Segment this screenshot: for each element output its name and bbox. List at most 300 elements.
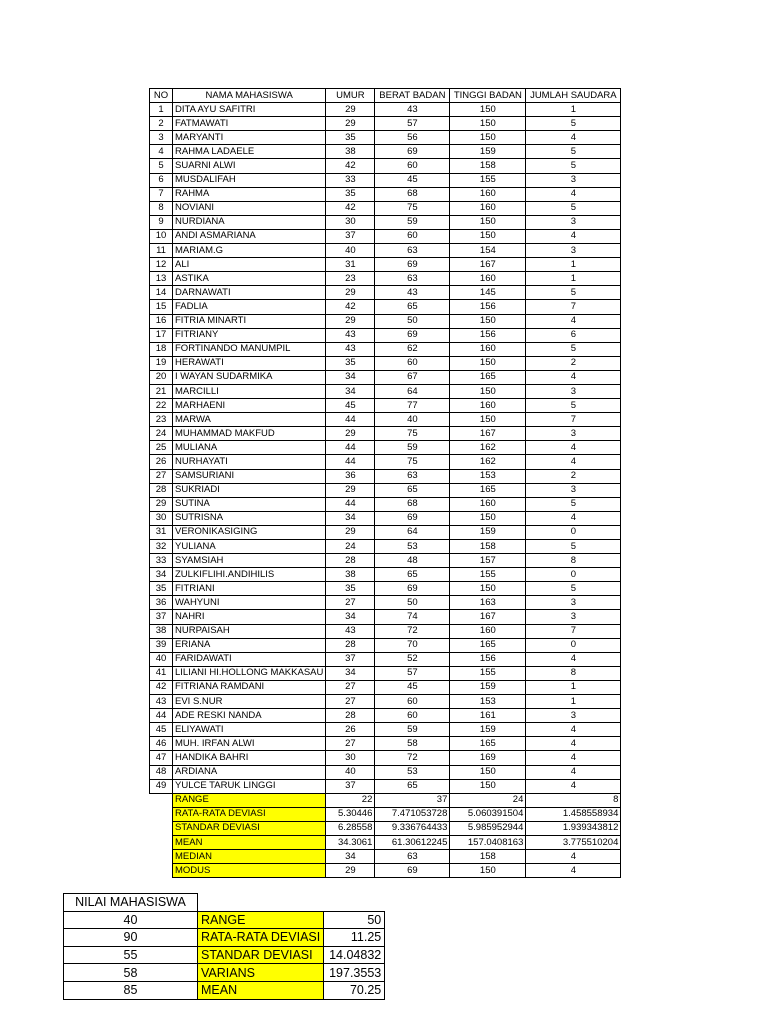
table-cell: 5: [526, 117, 621, 131]
table-row: [150, 300, 621, 314]
table-cell: 60: [375, 159, 450, 173]
table-cell: 150: [450, 117, 526, 131]
table-cell: 59: [375, 215, 450, 229]
table-cell: 4: [526, 737, 621, 751]
table-cell: 29: [326, 103, 375, 117]
table-cell: 159: [450, 525, 526, 539]
table-cell: 70: [375, 638, 450, 652]
stat-value: 5.060391504: [450, 807, 526, 821]
table-cell: 65: [375, 779, 450, 793]
nilai-value: 58: [64, 964, 198, 982]
table-row: [150, 540, 621, 554]
blank-cell: [324, 894, 385, 912]
blank-cell: [150, 821, 173, 835]
table-cell: 58: [375, 737, 450, 751]
table-cell: 5: [526, 201, 621, 215]
table-cell: 11: [150, 244, 173, 258]
stat-label: RATA-RATA DEVIASI: [173, 807, 326, 821]
table-cell: FATMAWATI: [173, 117, 326, 131]
table-cell: 155: [450, 568, 526, 582]
nilai-value: 85: [64, 981, 198, 999]
table-cell: 67: [375, 370, 450, 384]
table-row: [150, 652, 621, 666]
table-cell: 29: [150, 497, 173, 511]
table-cell: 69: [375, 582, 450, 596]
table-cell: 44: [150, 709, 173, 723]
table-cell: 4: [526, 314, 621, 328]
table-cell: 5: [150, 159, 173, 173]
table-cell: 150: [450, 314, 526, 328]
table-cell: 24: [326, 540, 375, 554]
table-cell: NAHRI: [173, 610, 326, 624]
stat-value: 8: [526, 793, 621, 807]
table-cell: 150: [450, 215, 526, 229]
stat-label: VARIANS: [198, 964, 324, 982]
table-row: [150, 131, 621, 145]
table-cell: 4: [150, 145, 173, 159]
stat-value: 69: [375, 864, 450, 878]
table-cell: 5: [526, 497, 621, 511]
table-cell: 4: [526, 229, 621, 243]
table-cell: 7: [150, 187, 173, 201]
table-cell: 31: [326, 258, 375, 272]
table-cell: 155: [450, 666, 526, 680]
table-cell: VERONIKASIGING: [173, 525, 326, 539]
table-row: [150, 399, 621, 413]
nilai-row: [64, 946, 385, 964]
table-row: [150, 695, 621, 709]
table-cell: 44: [326, 455, 375, 469]
table-cell: 30: [326, 215, 375, 229]
table-cell: 60: [375, 695, 450, 709]
table-cell: 28: [326, 638, 375, 652]
table-cell: 27: [326, 737, 375, 751]
blank-cell: [150, 835, 173, 849]
table-cell: 4: [526, 455, 621, 469]
table-cell: 150: [450, 103, 526, 117]
table-cell: 4: [526, 131, 621, 145]
table-cell: 65: [375, 300, 450, 314]
table-row: [150, 751, 621, 765]
table-cell: MARYANTI: [173, 131, 326, 145]
table-cell: 35: [326, 131, 375, 145]
table-cell: 154: [450, 244, 526, 258]
table-cell: 50: [375, 314, 450, 328]
table-cell: 3: [526, 384, 621, 398]
table-cell: 37: [150, 610, 173, 624]
table-cell: FITRIANA RAMDANI: [173, 680, 326, 694]
table-cell: 24: [150, 427, 173, 441]
table-cell: 44: [326, 441, 375, 455]
stat-value: 9.336764433: [375, 821, 450, 835]
table-row: [150, 568, 621, 582]
table-cell: MARCILLI: [173, 384, 326, 398]
table-cell: 48: [375, 554, 450, 568]
table-cell: 57: [375, 666, 450, 680]
nilai-row: [64, 929, 385, 947]
table-cell: 33: [150, 554, 173, 568]
table-cell: 158: [450, 540, 526, 554]
table-cell: 31: [150, 525, 173, 539]
table-cell: 150: [450, 779, 526, 793]
table-cell: ERIANA: [173, 638, 326, 652]
table-cell: ADE RESKI NANDA: [173, 709, 326, 723]
table-cell: MUSDALIFAH: [173, 173, 326, 187]
table-cell: MUHAMMAD MAKFUD: [173, 427, 326, 441]
table-cell: 1: [526, 103, 621, 117]
table-cell: 34: [326, 610, 375, 624]
table-cell: 150: [450, 384, 526, 398]
table-cell: 40: [326, 765, 375, 779]
table-cell: 42: [326, 159, 375, 173]
table-cell: 12: [150, 258, 173, 272]
table-cell: 3: [526, 610, 621, 624]
table-row: [150, 201, 621, 215]
table-cell: 37: [326, 229, 375, 243]
stat-label: MODUS: [173, 864, 326, 878]
table-cell: 53: [375, 540, 450, 554]
table-cell: 63: [375, 272, 450, 286]
stat-value: 1.458558934: [526, 807, 621, 821]
table-row: [150, 666, 621, 680]
table-row: [150, 469, 621, 483]
table-row: [150, 554, 621, 568]
table-cell: 4: [526, 652, 621, 666]
table-cell: 64: [375, 525, 450, 539]
stat-label: MEDIAN: [173, 850, 326, 864]
table-cell: 167: [450, 258, 526, 272]
table-cell: 37: [326, 779, 375, 793]
table-cell: 34: [150, 568, 173, 582]
table-cell: 160: [450, 624, 526, 638]
stat-label: MEAN: [173, 835, 326, 849]
table-row: [150, 709, 621, 723]
table-cell: MARHAENI: [173, 399, 326, 413]
table-cell: 1: [526, 272, 621, 286]
stat-label: RATA-RATA DEVIASI: [198, 929, 324, 947]
table-row: [150, 229, 621, 243]
table-cell: SUARNI ALWI: [173, 159, 326, 173]
table-cell: 19: [150, 356, 173, 370]
table-cell: 165: [450, 737, 526, 751]
stat-value: 14.04832: [324, 946, 385, 964]
table-cell: 165: [450, 483, 526, 497]
table-cell: 14: [150, 286, 173, 300]
table-cell: 62: [375, 342, 450, 356]
nilai-value: 40: [64, 911, 198, 929]
table-row: [150, 737, 621, 751]
table-row: [150, 103, 621, 117]
table-cell: 57: [375, 117, 450, 131]
column-header: UMUR: [326, 89, 375, 103]
table-cell: 161: [450, 709, 526, 723]
table-cell: SUTINA: [173, 497, 326, 511]
stat-value: 34: [326, 850, 375, 864]
table-cell: 1: [526, 680, 621, 694]
table-cell: 150: [450, 413, 526, 427]
table-cell: 160: [450, 201, 526, 215]
table-cell: 8: [150, 201, 173, 215]
table-cell: 167: [450, 610, 526, 624]
stat-value: 29: [326, 864, 375, 878]
table-cell: 42: [326, 300, 375, 314]
table-cell: 68: [375, 497, 450, 511]
table-row: [150, 215, 621, 229]
table-cell: 35: [326, 187, 375, 201]
table-cell: 13: [150, 272, 173, 286]
table-cell: 30: [326, 751, 375, 765]
table-cell: 150: [450, 131, 526, 145]
stat-value: 5.30446: [326, 807, 375, 821]
table-cell: 29: [326, 427, 375, 441]
table-cell: 44: [326, 413, 375, 427]
table-cell: ARDIANA: [173, 765, 326, 779]
table-cell: 64: [375, 384, 450, 398]
table-cell: 5: [526, 159, 621, 173]
stat-value: 6.28558: [326, 821, 375, 835]
table-row: [150, 286, 621, 300]
table-cell: LILIANI HI.HOLLONG MAKKASAU: [173, 666, 326, 680]
stat-label: STANDAR DEVIASI: [198, 946, 324, 964]
table-cell: 145: [450, 286, 526, 300]
table-cell: 27: [326, 695, 375, 709]
table-cell: 69: [375, 145, 450, 159]
stat-value: 7.471053728: [375, 807, 450, 821]
table-cell: 156: [450, 300, 526, 314]
stat-value: 50: [324, 911, 385, 929]
blank-cell: [150, 807, 173, 821]
stat-label: STANDAR DEVIASI: [173, 821, 326, 835]
table-cell: 36: [150, 596, 173, 610]
table-cell: 29: [326, 483, 375, 497]
table-cell: 1: [526, 695, 621, 709]
table-cell: 169: [450, 751, 526, 765]
table-cell: 69: [375, 511, 450, 525]
table-cell: 3: [526, 215, 621, 229]
blank-cell: [150, 850, 173, 864]
table-cell: 42: [150, 680, 173, 694]
stat-value: 11.25: [324, 929, 385, 947]
table-cell: 46: [150, 737, 173, 751]
table-cell: NOVIANI: [173, 201, 326, 215]
table-cell: DITA AYU SAFITRI: [173, 103, 326, 117]
table-row: [150, 413, 621, 427]
table-cell: 44: [326, 497, 375, 511]
table-cell: 15: [150, 300, 173, 314]
table-cell: FITRIANY: [173, 328, 326, 342]
table-cell: NURHAYATI: [173, 455, 326, 469]
table-cell: 53: [375, 765, 450, 779]
table-cell: 6: [526, 328, 621, 342]
stat-value: 1.939343812: [526, 821, 621, 835]
table-cell: 7: [526, 300, 621, 314]
table-row: [150, 483, 621, 497]
nilai-row: [64, 981, 385, 999]
table-cell: 47: [150, 751, 173, 765]
column-header: BERAT BADAN: [375, 89, 450, 103]
table-row: [150, 582, 621, 596]
table-cell: 18: [150, 342, 173, 356]
table-cell: 156: [450, 652, 526, 666]
table-cell: 9: [150, 215, 173, 229]
table-cell: 159: [450, 723, 526, 737]
nilai-header-row: [64, 894, 385, 912]
stats-row: [150, 807, 621, 821]
table-cell: SUTRISNA: [173, 511, 326, 525]
table-cell: 4: [526, 765, 621, 779]
table-cell: ELIYAWATI: [173, 723, 326, 737]
table-cell: 4: [526, 370, 621, 384]
table-cell: 28: [326, 554, 375, 568]
table-cell: 165: [450, 370, 526, 384]
table-cell: 69: [375, 328, 450, 342]
table-cell: 30: [150, 511, 173, 525]
table-cell: 49: [150, 779, 173, 793]
table-row: [150, 356, 621, 370]
table-row: [150, 455, 621, 469]
table-cell: 163: [450, 596, 526, 610]
table-cell: 2: [526, 356, 621, 370]
table-cell: 3: [526, 244, 621, 258]
table-cell: 72: [375, 624, 450, 638]
table-cell: 7: [526, 624, 621, 638]
table-cell: 3: [526, 709, 621, 723]
table-cell: 4: [526, 187, 621, 201]
table-cell: 21: [150, 384, 173, 398]
table-cell: 29: [326, 525, 375, 539]
stat-value: 150: [450, 864, 526, 878]
table-cell: 4: [526, 441, 621, 455]
table-cell: 157: [450, 554, 526, 568]
table-cell: 3: [526, 173, 621, 187]
table-cell: 40: [326, 244, 375, 258]
table-cell: 162: [450, 455, 526, 469]
blank-cell: [150, 864, 173, 878]
table-cell: 60: [375, 229, 450, 243]
table-cell: 28: [150, 483, 173, 497]
table-cell: FITRIA MINARTI: [173, 314, 326, 328]
table-cell: 34: [326, 666, 375, 680]
table-cell: 72: [375, 751, 450, 765]
table-row: [150, 525, 621, 539]
table-row: [150, 342, 621, 356]
table-cell: 75: [375, 427, 450, 441]
student-data-table: [149, 88, 621, 878]
table-cell: 43: [375, 286, 450, 300]
table-cell: 0: [526, 568, 621, 582]
table-cell: 41: [150, 666, 173, 680]
table-cell: 43: [326, 624, 375, 638]
stat-value: 4: [526, 850, 621, 864]
table-cell: 32: [150, 540, 173, 554]
table-cell: YULIANA: [173, 540, 326, 554]
table-cell: 36: [326, 469, 375, 483]
table-cell: 52: [375, 652, 450, 666]
table-cell: 42: [326, 201, 375, 215]
table-cell: 22: [150, 399, 173, 413]
table-cell: MUH. IRFAN ALWI: [173, 737, 326, 751]
stat-value: 3.775510204: [526, 835, 621, 849]
table-row: [150, 596, 621, 610]
table-row: [150, 441, 621, 455]
table-cell: 4: [526, 751, 621, 765]
table-cell: NURPAISAH: [173, 624, 326, 638]
table-cell: FITRIANI: [173, 582, 326, 596]
table-cell: MARWA: [173, 413, 326, 427]
table-cell: 3: [150, 131, 173, 145]
table-cell: 150: [450, 356, 526, 370]
table-cell: 23: [150, 413, 173, 427]
table-row: [150, 117, 621, 131]
stats-row: [150, 793, 621, 807]
nilai-row: [64, 911, 385, 929]
table-cell: 0: [526, 525, 621, 539]
table-cell: 26: [150, 455, 173, 469]
table-row: [150, 173, 621, 187]
table-row: [150, 638, 621, 652]
table-cell: 34: [326, 511, 375, 525]
stat-label: RANGE: [198, 911, 324, 929]
table-cell: NURDIANA: [173, 215, 326, 229]
stat-value: 63: [375, 850, 450, 864]
table-cell: 5: [526, 286, 621, 300]
column-header: JUMLAH SAUDARA: [526, 89, 621, 103]
table-cell: FADLIA: [173, 300, 326, 314]
table-cell: 5: [526, 540, 621, 554]
table-cell: 150: [450, 582, 526, 596]
table-cell: 5: [526, 145, 621, 159]
table-row: [150, 680, 621, 694]
stat-value: 24: [450, 793, 526, 807]
stat-value: 37: [375, 793, 450, 807]
table-cell: 59: [375, 441, 450, 455]
table-cell: 10: [150, 229, 173, 243]
stats-row: [150, 835, 621, 849]
table-cell: 23: [326, 272, 375, 286]
table-cell: 2: [526, 469, 621, 483]
table-cell: 60: [375, 356, 450, 370]
table-cell: 8: [526, 554, 621, 568]
table-cell: 45: [375, 173, 450, 187]
stat-value: 158: [450, 850, 526, 864]
table-cell: 60: [375, 709, 450, 723]
table-row: [150, 723, 621, 737]
table-cell: 160: [450, 399, 526, 413]
blank-cell: [198, 894, 324, 912]
table-cell: 40: [150, 652, 173, 666]
table-cell: 4: [526, 511, 621, 525]
table-row: [150, 272, 621, 286]
stat-value: 197.3553: [324, 964, 385, 982]
table-row: [150, 328, 621, 342]
table-cell: 153: [450, 695, 526, 709]
table-cell: 74: [375, 610, 450, 624]
blank-cell: [150, 793, 173, 807]
table-cell: 65: [375, 568, 450, 582]
table-cell: ASTIKA: [173, 272, 326, 286]
table-cell: 3: [526, 427, 621, 441]
table-cell: 29: [326, 117, 375, 131]
table-cell: SUKRIADI: [173, 483, 326, 497]
nilai-value: 90: [64, 929, 198, 947]
table-cell: 156: [450, 328, 526, 342]
table-cell: 150: [450, 765, 526, 779]
stat-value: 22: [326, 793, 375, 807]
table-cell: 35: [326, 582, 375, 596]
table-cell: 63: [375, 469, 450, 483]
table-cell: 5: [526, 342, 621, 356]
table-cell: 40: [375, 413, 450, 427]
